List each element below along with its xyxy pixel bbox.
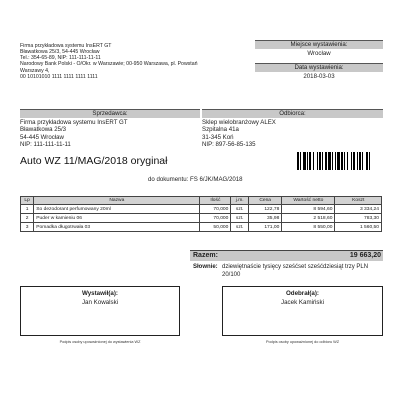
buyer-line: Sklep wielobranżowy ALEX <box>202 119 276 126</box>
total-bar <box>190 250 383 261</box>
cell-cost: 1 560,50 <box>335 223 382 232</box>
issued-by-label: Wystawił(a): <box>82 290 118 297</box>
seller-line: Firma przykładowa systemu InsERT GT <box>20 119 128 126</box>
cell-cost: 3 334,24 <box>335 205 382 214</box>
table-row <box>21 205 382 214</box>
seller-line: 54-445 Wrocław <box>20 133 64 141</box>
items-table <box>20 196 382 232</box>
cell-net: 2 518,60 <box>282 214 335 223</box>
cell-unit: szt. <box>231 205 249 214</box>
issued-by-name: Jan Kowalski <box>81 299 119 306</box>
cell-lp: 1 <box>21 205 34 214</box>
cell-lp: 3 <box>21 223 34 232</box>
issue-date-value: 2018-03-03 <box>303 73 335 80</box>
col-header-qty: Ilość <box>200 197 231 205</box>
col-header-price: Cena <box>249 197 282 205</box>
received-by-note: Podpis osoby upoważnionej do odbioru WZ <box>265 340 340 344</box>
issue-place-value: Wrocław <box>307 50 331 57</box>
seller-header <box>20 43 260 80</box>
seller-header-line: Tel.: 354-65-89, NIP: 111-111-11-11 <box>20 55 101 62</box>
issue-date-label: Data wystawienia: <box>255 63 383 72</box>
cell-lp: 2 <box>21 214 34 223</box>
buyer-line: 31-345 Koń <box>202 133 234 141</box>
cell-price: 171,00 <box>249 223 282 232</box>
cell-qty: 50,000 <box>200 223 231 232</box>
seller-header-line: Narodowy Bank Polski - O/Okr. w Warszawie; 00-950 Warszawa, pl. Powstań <box>20 61 198 68</box>
total-value: 19 663,20 <box>349 252 381 259</box>
document-reference: do dokumentu: FS 6/JK/MAG/2018 <box>148 176 243 183</box>
cell-qty: 70,000 <box>200 205 231 214</box>
seller-header-line: 00 10101010 1111 1111 1111 1111 <box>20 73 98 80</box>
issue-place-box <box>255 40 383 57</box>
document-title: Auto WZ 11/MAG/2018 oryginał <box>20 155 168 167</box>
amount-in-words: dziewiętnaście tysięcy sześćset sześćdziesiąt trzy PLN 20/100 <box>222 264 369 278</box>
buyer-box <box>202 109 383 148</box>
seller-line: Bławatkowa 25/3 <box>20 126 67 134</box>
cell-cost: 783,30 <box>335 214 382 223</box>
amount-in-words-label: Słownie: <box>193 264 218 270</box>
buyer-label: Odbiorca: <box>202 109 383 118</box>
cell-name: Puder w kamieniu 06 <box>34 214 200 223</box>
col-header-unit: j.m. <box>231 197 249 205</box>
seller-line: NIP: 111-111-11-11 <box>20 140 71 148</box>
col-header-cost: Koszt <box>335 197 382 205</box>
cell-unit: szt. <box>231 223 249 232</box>
col-header-lp: Lp <box>21 197 34 205</box>
total-label: Razem: <box>193 252 218 259</box>
seller-label: Sprzedawca: <box>20 109 200 118</box>
seller-header-line: Bławatkowa 25/3, 54-445 Wrocław <box>20 49 100 56</box>
cell-price: 35,98 <box>249 214 282 223</box>
seller-header-line: Warszawy 4, <box>20 67 50 74</box>
table-row <box>21 214 382 223</box>
buyer-line: NIP: 897-56-85-135 <box>202 140 256 148</box>
col-header-net: Wartość netto <box>282 197 335 205</box>
table-row <box>21 223 382 232</box>
col-header-name: Nazwa <box>34 197 200 205</box>
cell-net: 8 550,00 <box>282 223 335 232</box>
seller-header-line: Firma przykładowa systemu InsERT GT <box>20 43 112 49</box>
issued-by-note: Podpis osoby upoważnionej do wystawienia WZ <box>59 340 141 344</box>
buyer-line: Szpitalna 41a <box>202 126 239 134</box>
received-by-label: Odebrał(a): <box>285 290 319 297</box>
issued-by-box <box>20 286 180 336</box>
cell-price: 122,78 <box>249 205 282 214</box>
cell-unit: szt. <box>231 214 249 223</box>
cell-name: Pomadka długotrwała 03 <box>34 223 200 232</box>
received-by-name: Jacek Kamiński <box>281 299 324 306</box>
cell-net: 8 594,60 <box>282 205 335 214</box>
cell-qty: 70,000 <box>200 214 231 223</box>
issue-place-label: Miejsce wystawienia: <box>255 40 383 49</box>
cell-name: So dezodorant perfumowany 20ml <box>34 205 200 214</box>
received-by-box <box>222 286 383 336</box>
table-header-row <box>21 197 382 205</box>
barcode <box>296 152 382 170</box>
seller-box <box>20 109 200 148</box>
issue-date-box <box>255 63 383 80</box>
